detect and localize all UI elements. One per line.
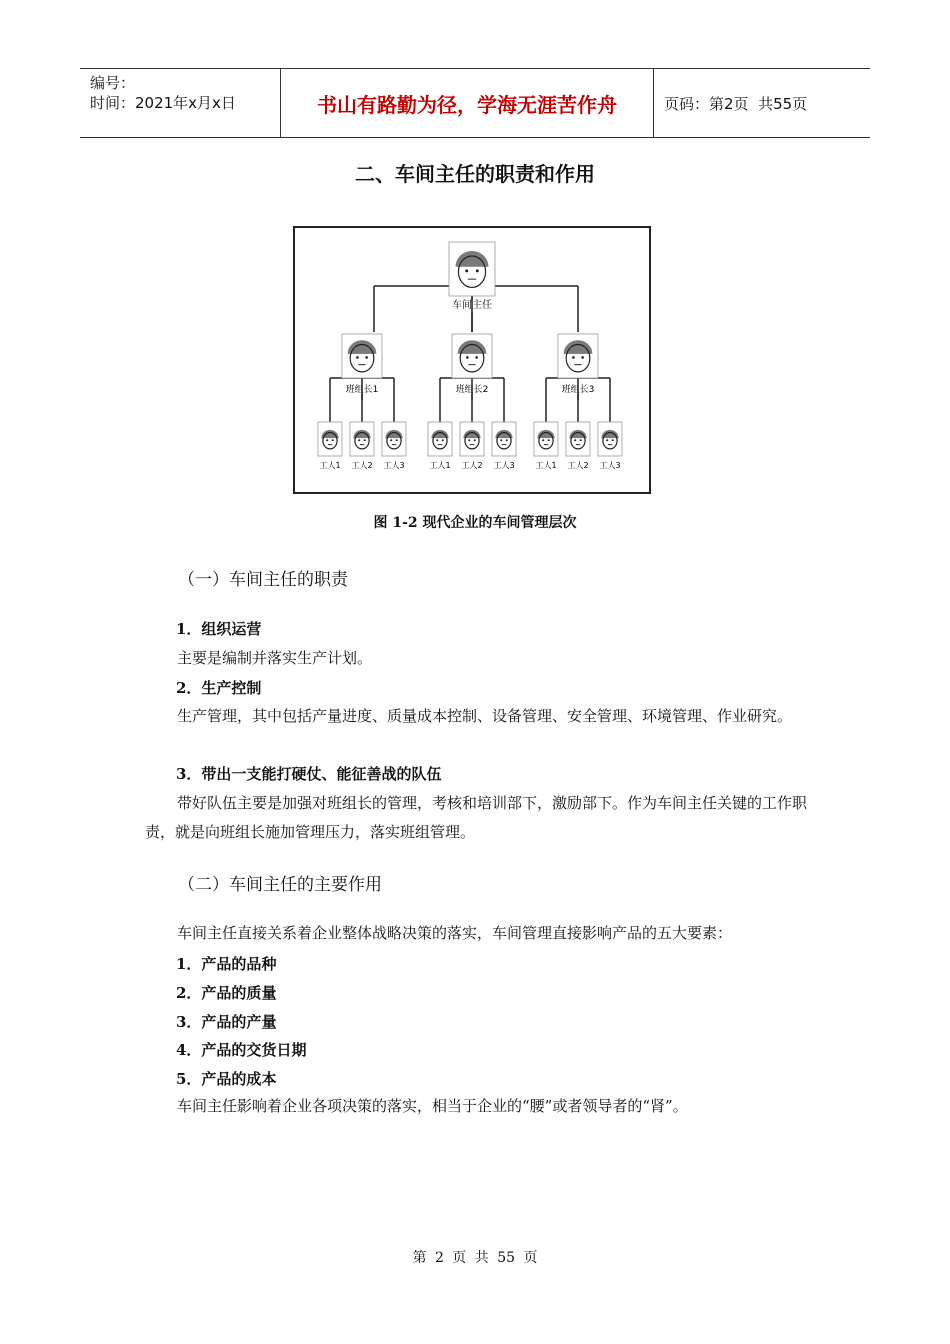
worker-portrait-1-3	[382, 422, 406, 456]
page-footer: 第 2 页 共 55 页	[412, 1250, 538, 1266]
leader-portrait-1	[342, 334, 382, 378]
org-leader-label-2: 班组长2	[455, 385, 489, 395]
figure-caption: 图 1-2 现代企业的车间管理层次	[373, 515, 577, 531]
worker-label: 工人1	[319, 461, 341, 470]
worker-portrait-3-2	[566, 422, 590, 456]
element-4: 4．产品的交货日期	[176, 1041, 307, 1059]
header-page-text: 页码：第2页 共55页	[664, 94, 808, 113]
element-3: 3．产品的产量	[176, 1013, 277, 1031]
worker-label: 工人3	[599, 461, 621, 470]
section1-heading: （一）车间主任的职责	[178, 570, 348, 590]
item1-title: 1．组织运营	[176, 620, 262, 638]
leader-portrait-2	[452, 334, 492, 378]
header-time: 时间：2021年x月x日	[90, 94, 236, 112]
org-leader-label-3: 班组长3	[561, 385, 595, 395]
worker-portrait-3-3	[598, 422, 622, 456]
worker-label: 工人2	[567, 461, 589, 470]
element-5: 5．产品的成本	[176, 1070, 277, 1088]
item3-title: 3．带出一支能打硬仗、能征善战的队伍	[176, 765, 442, 783]
item1-text: 主要是编制并落实生产计划。	[177, 649, 373, 667]
header-meta	[80, 69, 281, 137]
worker-portrait-1-2	[350, 422, 374, 456]
org-leader-label-1: 班组长1	[345, 385, 379, 395]
org-chart	[295, 228, 649, 492]
header-number: 编号：	[90, 74, 136, 92]
org-chart-figure	[293, 226, 651, 494]
org-top-label: 车间主任	[452, 300, 492, 311]
worker-label: 工人2	[461, 461, 483, 470]
manager-portrait	[449, 242, 495, 296]
section2-heading: （二）车间主任的主要作用	[178, 875, 382, 895]
worker-label: 工人3	[493, 461, 515, 470]
leader-portrait-3	[558, 334, 598, 378]
page-title: 二、车间主任的职责和作用	[355, 162, 595, 186]
worker-label: 工人2	[351, 461, 373, 470]
header-motto: 书山有路勤为径，学海无涯苦作舟	[281, 69, 654, 137]
worker-label: 工人1	[429, 461, 451, 470]
item2-title: 2．生产控制	[176, 679, 262, 697]
item3-text: 带好队伍主要是加强对班组长的管理，考核和培训部下，激励部下。作为车间主任关键的工作职责，就是向班组长施加管理压力，落实班组管理。	[145, 794, 808, 841]
worker-label: 工人3	[383, 461, 405, 470]
worker-portrait-2-3	[492, 422, 516, 456]
worker-label: 工人1	[535, 461, 557, 470]
item2-text: 生产管理，其中包括产量进度、质量成本控制、设备管理、安全管理、环境管理、作业研究。	[177, 707, 793, 725]
section2-conclusion: 车间主任影响着企业各项决策的落实，相当于企业的“腰”或者领导者的“肾”。	[177, 1097, 688, 1115]
worker-portrait-3-1	[534, 422, 558, 456]
worker-portrait-2-2	[460, 422, 484, 456]
header-page-info	[654, 69, 870, 137]
section2-intro: 车间主任直接关系着企业整体战略决策的落实，车间管理直接影响产品的五大要素：	[177, 924, 733, 942]
element-1: 1．产品的品种	[176, 955, 277, 973]
worker-portrait-1-1	[318, 422, 342, 456]
worker-portrait-2-1	[428, 422, 452, 456]
element-2: 2．产品的质量	[176, 984, 277, 1002]
page-header	[80, 68, 870, 138]
